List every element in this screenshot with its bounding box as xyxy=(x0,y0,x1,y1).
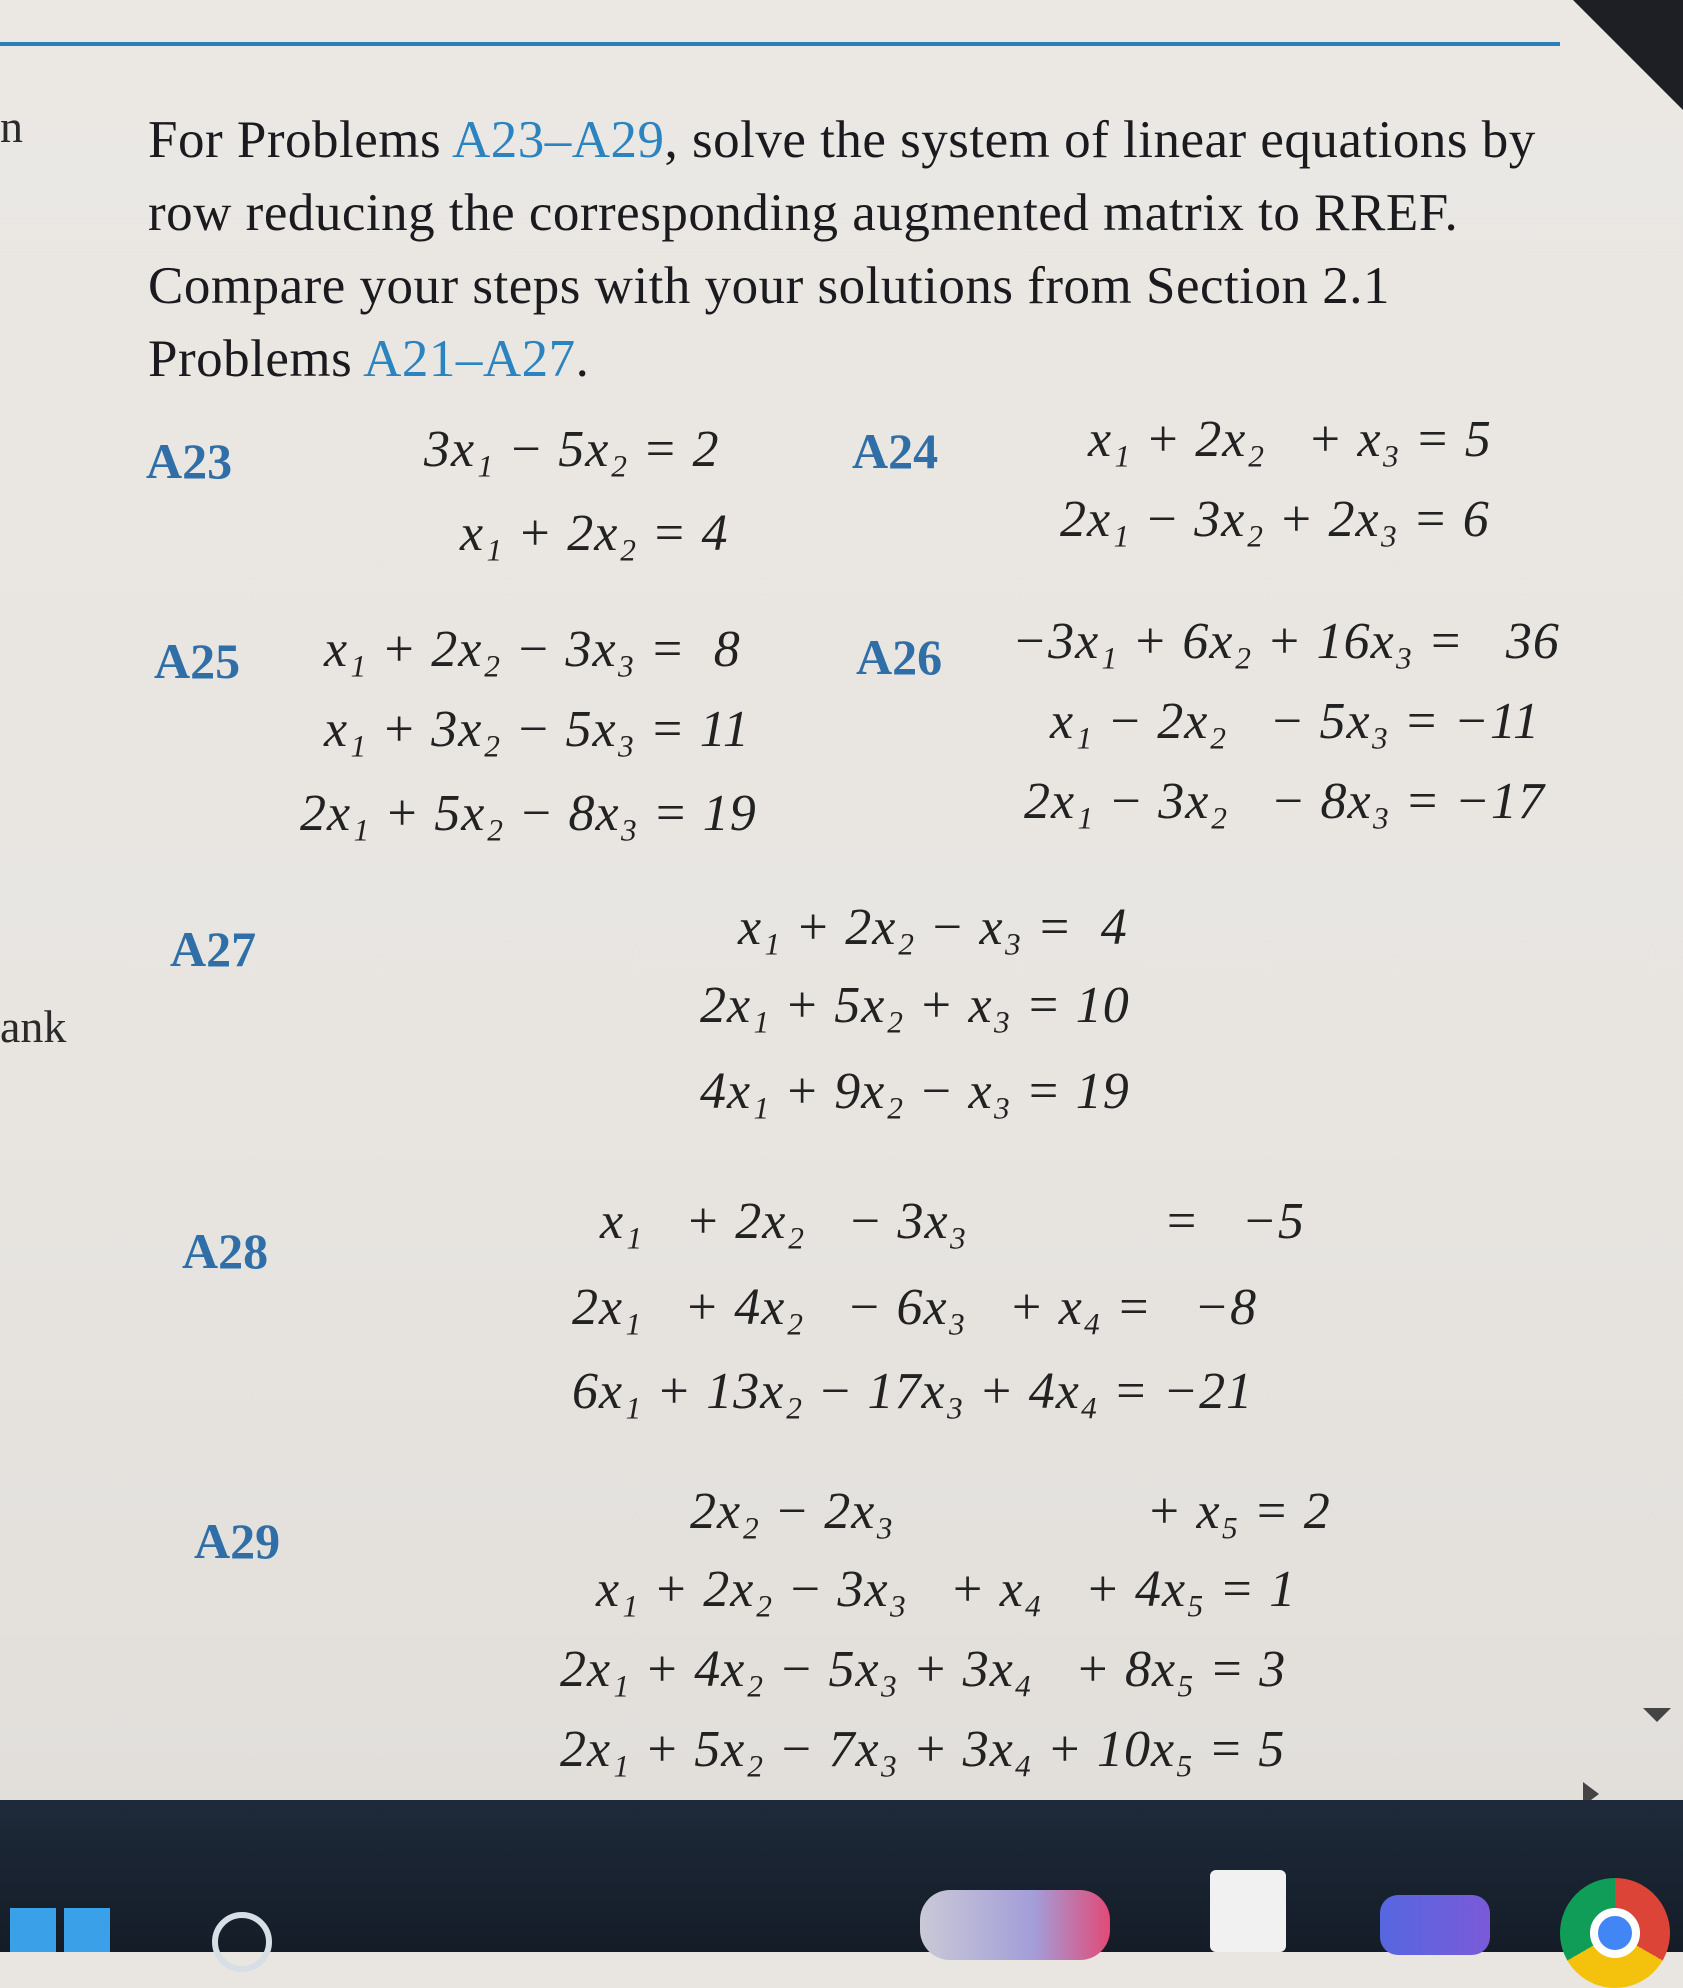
equation-a26-3: 2x₁ − 3x₂ − 8x₃ = −17 xyxy=(1024,773,1545,830)
equation-a27-3: 4x₁ + 9x₂ − x₃ = 19 xyxy=(700,1063,1130,1120)
chrome-icon[interactable] xyxy=(1560,1878,1670,1988)
problem-label-a26: A26 xyxy=(856,629,943,685)
equation-a25-3: 2x₁ + 5x₂ − 8x₃ = 19 xyxy=(300,785,757,842)
equation-a27-2: 2x₁ + 5x₂ + x₃ = 10 xyxy=(700,977,1130,1034)
header-rule xyxy=(0,42,1560,46)
margin-text-middle: ank xyxy=(0,1001,67,1052)
pen-app-icon[interactable] xyxy=(920,1890,1110,1960)
equation-a29-4: 2x₁ + 5x₂ − 7x₃ + 3x₄ + 10x₅ = 5 xyxy=(560,1721,1286,1778)
intro-end: . xyxy=(575,330,590,388)
scroll-down-icon[interactable] xyxy=(1643,1708,1671,1722)
problem-label-a25: A25 xyxy=(154,633,241,689)
equation-a23-1: 3x₁ − 5x₂ = 2 xyxy=(424,421,720,478)
problem-label-a29: A29 xyxy=(194,1513,281,1569)
equation-a28-1: x₁ + 2x₂ − 3x₃ = −5 xyxy=(600,1193,1305,1250)
equation-a28-3: 6x₁ + 13x₂ − 17x₃ + 4x₄ = −21 xyxy=(572,1363,1254,1420)
equation-a23-2: x₁ + 2x₂ = 4 xyxy=(460,505,729,562)
equation-a26-2: x₁ − 2x₂ − 5x₃ = −11 xyxy=(1050,693,1540,750)
monitor-bezel xyxy=(1573,0,1683,110)
equation-a29-2: x₁ + 2x₂ − 3x₃ + x₄ + 4x₅ = 1 xyxy=(596,1561,1297,1618)
equation-a26-1: −3x₁ + 6x₂ + 16x₃ = 36 xyxy=(1012,613,1560,670)
problem-label-a23: A23 xyxy=(146,433,233,489)
problem-range-link[interactable]: A23–A29 xyxy=(451,111,665,169)
video-call-icon[interactable] xyxy=(1380,1895,1490,1955)
margin-text-top: n xyxy=(0,101,23,152)
equation-a29-3: 2x₁ + 4x₂ − 5x₃ + 3x₄ + 8x₅ = 3 xyxy=(560,1641,1287,1698)
windows-start-icon[interactable] xyxy=(10,1908,110,1952)
equation-a28-2: 2x₁ + 4x₂ − 6x₃ + x₄ = −8 xyxy=(572,1279,1258,1336)
equation-a25-1: x₁ + 2x₂ − 3x₃ = 8 xyxy=(324,621,741,678)
equation-a25-2: x₁ + 3x₂ − 5x₃ = 11 xyxy=(324,701,750,758)
instructions-paragraph xyxy=(148,104,1568,396)
section-problem-link[interactable]: A21–A27 xyxy=(363,330,576,388)
equation-a29-1: 2x₂ − 2x₃ + x₅ = 2 xyxy=(690,1483,1331,1540)
intro-pre: For Problems xyxy=(148,111,452,169)
problem-label-a27: A27 xyxy=(170,921,257,977)
search-icon[interactable] xyxy=(212,1912,272,1972)
intro-mid: , solve the system of linear equations by row reducing the corresponding augmented matrix to RREF. Compare your steps with your solutions from Section 2.1 Problems xyxy=(148,111,1536,388)
equation-a24-2: 2x₁ − 3x₂ + 2x₃ = 6 xyxy=(1060,491,1490,548)
equation-a27-1: x₁ + 2x₂ − x₃ = 4 xyxy=(738,899,1128,956)
equation-a24-1: x₁ + 2x₂ + x₃ = 5 xyxy=(1088,411,1492,468)
file-explorer-icon[interactable] xyxy=(1210,1870,1286,1952)
problem-label-a28: A28 xyxy=(182,1223,269,1279)
problem-label-a24: A24 xyxy=(852,423,939,479)
